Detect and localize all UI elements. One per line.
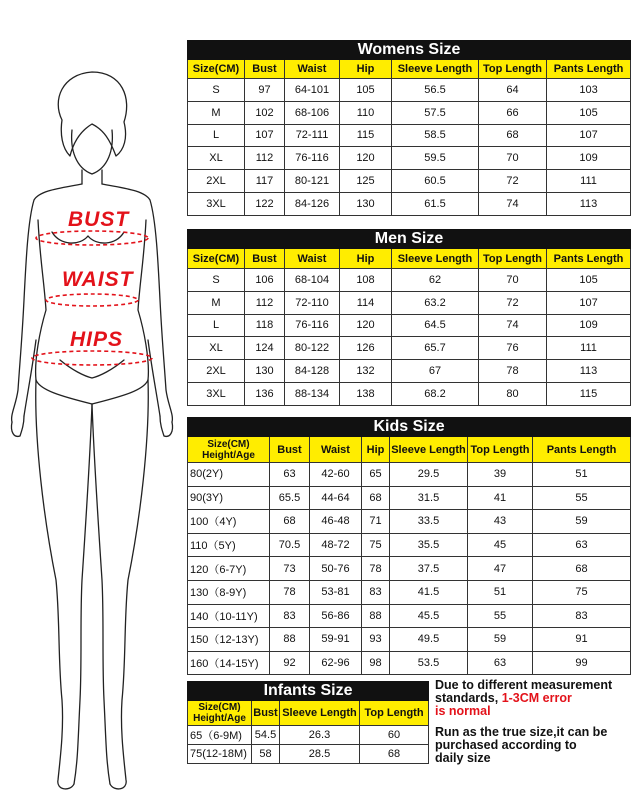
table-cell: 62 xyxy=(392,269,479,292)
table-cell: 115 xyxy=(547,382,631,405)
table-cell: M xyxy=(188,101,245,124)
womens-size-title: Womens Size xyxy=(188,41,631,60)
table-cell: 59 xyxy=(533,510,631,534)
men-header-cell: Bust xyxy=(245,249,285,269)
table-cell: 64.5 xyxy=(392,314,479,337)
table-cell: 51 xyxy=(533,463,631,487)
table-cell: M xyxy=(188,291,245,314)
womens-header-cell: Sleeve Length xyxy=(392,60,479,79)
table-cell: 76 xyxy=(479,337,547,360)
table-cell: 105 xyxy=(547,269,631,292)
table-cell: 60.5 xyxy=(392,170,479,193)
kids-header-cell: Size(CM) Height/Age xyxy=(188,437,270,463)
table-cell: 70.5 xyxy=(270,533,310,557)
table-row xyxy=(188,79,631,102)
table-cell: 59-91 xyxy=(310,628,362,652)
table-cell: 56.5 xyxy=(392,79,479,102)
table-cell: 97 xyxy=(245,79,285,102)
table-cell: 65.7 xyxy=(392,337,479,360)
table-cell: 47 xyxy=(468,557,533,581)
body-outline-icon xyxy=(0,60,185,800)
men-header-cell: Hip xyxy=(340,249,392,269)
table-cell: 83 xyxy=(270,604,310,628)
womens-header-cell: Bust xyxy=(245,60,285,79)
table-cell: 68-104 xyxy=(285,269,340,292)
table-cell: 68 xyxy=(533,557,631,581)
table-row xyxy=(188,463,631,487)
table-cell: 98 xyxy=(362,651,390,675)
table-cell: 35.5 xyxy=(390,533,468,557)
table-cell: 112 xyxy=(245,147,285,170)
table-cell: 65 xyxy=(362,463,390,487)
table-cell: 65（6-9M) xyxy=(188,726,252,745)
table-cell: 92 xyxy=(270,651,310,675)
table-cell: 73 xyxy=(270,557,310,581)
infants-header-cell: Size(CM) Height/Age xyxy=(188,701,252,726)
table-cell: 90(3Y) xyxy=(188,486,270,510)
table-cell: 2XL xyxy=(188,360,245,383)
table-cell: 64-101 xyxy=(285,79,340,102)
table-cell: 68 xyxy=(270,510,310,534)
table-cell: 72-111 xyxy=(285,124,340,147)
table-cell: 136 xyxy=(245,382,285,405)
table-row xyxy=(188,101,631,124)
table-cell: 68 xyxy=(362,486,390,510)
table-cell: 68.2 xyxy=(392,382,479,405)
table-row xyxy=(188,486,631,510)
table-cell: 31.5 xyxy=(390,486,468,510)
table-cell: 48-72 xyxy=(310,533,362,557)
table-cell: 108 xyxy=(340,269,392,292)
table-cell: 103 xyxy=(547,79,631,102)
table-cell: 122 xyxy=(245,192,285,215)
table-cell: 49.5 xyxy=(390,628,468,652)
table-cell: 64 xyxy=(479,79,547,102)
table-cell: 106 xyxy=(245,269,285,292)
table-cell: 80 xyxy=(479,382,547,405)
table-cell: 39 xyxy=(468,463,533,487)
table-cell: 55 xyxy=(533,486,631,510)
table-cell: 84-126 xyxy=(285,192,340,215)
infants-header-row xyxy=(188,701,429,726)
table-cell: 51 xyxy=(468,580,533,604)
men-header-cell: Size(CM) xyxy=(188,249,245,269)
table-cell: 53.5 xyxy=(390,651,468,675)
note-line-1: Due to different measurement xyxy=(435,678,613,692)
men-header-row xyxy=(188,249,631,269)
table-cell: 72 xyxy=(479,170,547,193)
table-cell: 109 xyxy=(547,147,631,170)
table-cell: 113 xyxy=(547,360,631,383)
table-cell: 110 xyxy=(340,101,392,124)
table-cell: 83 xyxy=(533,604,631,628)
table-row xyxy=(188,745,429,764)
note-line-5: purchased according to xyxy=(435,738,577,752)
table-cell: 160（14-15Y) xyxy=(188,651,270,675)
table-cell: 113 xyxy=(547,192,631,215)
table-cell: 68 xyxy=(360,745,429,764)
bust-label: BUST xyxy=(68,208,130,231)
table-cell: 41 xyxy=(468,486,533,510)
table-cell: 68 xyxy=(479,124,547,147)
table-cell: 76-116 xyxy=(285,147,340,170)
table-cell: 71 xyxy=(362,510,390,534)
table-cell: 45.5 xyxy=(390,604,468,628)
kids-header-cell: Pants Length xyxy=(533,437,631,463)
infants-header-cell: Bust xyxy=(252,701,280,726)
table-cell: 59.5 xyxy=(392,147,479,170)
men-header-cell: Waist xyxy=(285,249,340,269)
table-cell: 28.5 xyxy=(280,745,360,764)
table-cell: 107 xyxy=(547,124,631,147)
table-cell: 43 xyxy=(468,510,533,534)
note-error-range: 1-3CM error xyxy=(501,691,572,705)
measurement-note xyxy=(435,679,612,718)
table-cell: 53-81 xyxy=(310,580,362,604)
kids-size-title: Kids Size xyxy=(188,418,631,437)
table-cell: 125 xyxy=(340,170,392,193)
table-cell: S xyxy=(188,79,245,102)
table-row xyxy=(188,510,631,534)
table-cell: 3XL xyxy=(188,192,245,215)
table-cell: 55 xyxy=(468,604,533,628)
table-row xyxy=(188,651,631,675)
table-cell: 72-110 xyxy=(285,291,340,314)
womens-header-cell: Pants Length xyxy=(547,60,631,79)
table-cell: 74 xyxy=(479,192,547,215)
table-cell: 58.5 xyxy=(392,124,479,147)
body-measurement-figure xyxy=(0,60,185,800)
table-cell: 84-128 xyxy=(285,360,340,383)
table-cell: 75 xyxy=(533,580,631,604)
table-cell: 63 xyxy=(270,463,310,487)
table-cell: L xyxy=(188,124,245,147)
table-row xyxy=(188,533,631,557)
table-cell: 54.5 xyxy=(252,726,280,745)
table-cell: 70 xyxy=(479,269,547,292)
table-cell: 70 xyxy=(479,147,547,170)
table-cell: 63 xyxy=(533,533,631,557)
table-cell: 120（6-7Y) xyxy=(188,557,270,581)
table-cell: 80-121 xyxy=(285,170,340,193)
table-cell: 75 xyxy=(362,533,390,557)
table-cell: 57.5 xyxy=(392,101,479,124)
table-cell: 130 xyxy=(245,360,285,383)
table-row xyxy=(188,124,631,147)
table-cell: 78 xyxy=(362,557,390,581)
table-cell: 80-122 xyxy=(285,337,340,360)
womens-size-table xyxy=(187,40,631,216)
table-cell: 33.5 xyxy=(390,510,468,534)
table-cell: 88-134 xyxy=(285,382,340,405)
womens-header-row xyxy=(188,60,631,79)
men-size-table xyxy=(187,229,631,406)
kids-header-cell: Waist xyxy=(310,437,362,463)
sizing-advice-note xyxy=(435,726,607,765)
table-row xyxy=(188,360,631,383)
table-cell: 109 xyxy=(547,314,631,337)
table-cell: 61.5 xyxy=(392,192,479,215)
table-cell: 83 xyxy=(362,580,390,604)
table-cell: 88 xyxy=(270,628,310,652)
womens-header-cell: Hip xyxy=(340,60,392,79)
table-cell: 66 xyxy=(479,101,547,124)
table-cell: 120 xyxy=(340,147,392,170)
table-cell: 117 xyxy=(245,170,285,193)
table-cell: 80(2Y) xyxy=(188,463,270,487)
table-cell: 44-64 xyxy=(310,486,362,510)
table-cell: 102 xyxy=(245,101,285,124)
table-cell: 41.5 xyxy=(390,580,468,604)
table-cell: 62-96 xyxy=(310,651,362,675)
table-cell: 150（12-13Y) xyxy=(188,628,270,652)
table-cell: 26.3 xyxy=(280,726,360,745)
table-cell: 50-76 xyxy=(310,557,362,581)
table-cell: 105 xyxy=(340,79,392,102)
table-cell: 126 xyxy=(340,337,392,360)
table-cell: 114 xyxy=(340,291,392,314)
table-cell: 132 xyxy=(340,360,392,383)
table-cell: 78 xyxy=(270,580,310,604)
table-cell: 63.2 xyxy=(392,291,479,314)
hips-label: HIPS xyxy=(70,328,124,351)
kids-size-table xyxy=(187,417,631,675)
table-cell: 100（4Y) xyxy=(188,510,270,534)
table-cell: XL xyxy=(188,337,245,360)
table-row xyxy=(188,726,429,745)
table-cell: 130（8-9Y) xyxy=(188,580,270,604)
waist-label: WAIST xyxy=(62,268,134,291)
table-row xyxy=(188,314,631,337)
note-line-2a: standards, xyxy=(435,691,502,705)
table-row xyxy=(188,604,631,628)
table-cell: 111 xyxy=(547,170,631,193)
table-row xyxy=(188,192,631,215)
infants-header-cell: Sleeve Length xyxy=(280,701,360,726)
table-row xyxy=(188,147,631,170)
table-cell: 107 xyxy=(245,124,285,147)
table-cell: 138 xyxy=(340,382,392,405)
table-cell: 67 xyxy=(392,360,479,383)
table-row xyxy=(188,628,631,652)
table-cell: 130 xyxy=(340,192,392,215)
infants-size-table xyxy=(187,681,429,764)
table-cell: 76-116 xyxy=(285,314,340,337)
table-row xyxy=(188,557,631,581)
infants-header-cell: Top Length xyxy=(360,701,429,726)
note-line-3: is normal xyxy=(435,704,491,718)
table-cell: 72 xyxy=(479,291,547,314)
table-cell: 60 xyxy=(360,726,429,745)
table-cell: 91 xyxy=(533,628,631,652)
womens-header-cell: Waist xyxy=(285,60,340,79)
table-cell: 110（5Y) xyxy=(188,533,270,557)
table-cell: 120 xyxy=(340,314,392,337)
table-cell: 2XL xyxy=(188,170,245,193)
table-row xyxy=(188,291,631,314)
note-line-4: Run as the true size,it can be xyxy=(435,725,608,739)
table-cell: 42-60 xyxy=(310,463,362,487)
table-cell: 111 xyxy=(547,337,631,360)
table-cell: 140（10-11Y) xyxy=(188,604,270,628)
table-cell: S xyxy=(188,269,245,292)
table-row xyxy=(188,337,631,360)
womens-header-cell: Size(CM) xyxy=(188,60,245,79)
men-header-cell: Sleeve Length xyxy=(392,249,479,269)
table-row xyxy=(188,269,631,292)
men-header-cell: Pants Length xyxy=(547,249,631,269)
table-cell: 88 xyxy=(362,604,390,628)
table-cell: 65.5 xyxy=(270,486,310,510)
table-cell: 75(12-18M) xyxy=(188,745,252,764)
table-cell: 78 xyxy=(479,360,547,383)
table-row xyxy=(188,580,631,604)
table-cell: 99 xyxy=(533,651,631,675)
table-cell: 37.5 xyxy=(390,557,468,581)
table-cell: 105 xyxy=(547,101,631,124)
table-cell: L xyxy=(188,314,245,337)
table-cell: 56-86 xyxy=(310,604,362,628)
table-cell: 59 xyxy=(468,628,533,652)
kids-header-cell: Bust xyxy=(270,437,310,463)
table-cell: 115 xyxy=(340,124,392,147)
men-size-title: Men Size xyxy=(188,230,631,249)
table-cell: 118 xyxy=(245,314,285,337)
table-cell: 45 xyxy=(468,533,533,557)
table-row xyxy=(188,170,631,193)
table-cell: 68-106 xyxy=(285,101,340,124)
note-line-6: daily size xyxy=(435,751,491,765)
table-cell: 63 xyxy=(468,651,533,675)
table-cell: 93 xyxy=(362,628,390,652)
table-cell: 74 xyxy=(479,314,547,337)
infants-size-title: Infants Size xyxy=(188,682,429,701)
table-cell: 124 xyxy=(245,337,285,360)
table-row xyxy=(188,382,631,405)
table-cell: 46-48 xyxy=(310,510,362,534)
table-cell: 29.5 xyxy=(390,463,468,487)
kids-header-cell: Top Length xyxy=(468,437,533,463)
kids-header-row xyxy=(188,437,631,463)
womens-header-cell: Top Length xyxy=(479,60,547,79)
kids-header-cell: Hip xyxy=(362,437,390,463)
table-cell: 112 xyxy=(245,291,285,314)
men-header-cell: Top Length xyxy=(479,249,547,269)
kids-header-cell: Sleeve Length xyxy=(390,437,468,463)
table-cell: XL xyxy=(188,147,245,170)
table-cell: 3XL xyxy=(188,382,245,405)
table-cell: 107 xyxy=(547,291,631,314)
table-cell: 58 xyxy=(252,745,280,764)
